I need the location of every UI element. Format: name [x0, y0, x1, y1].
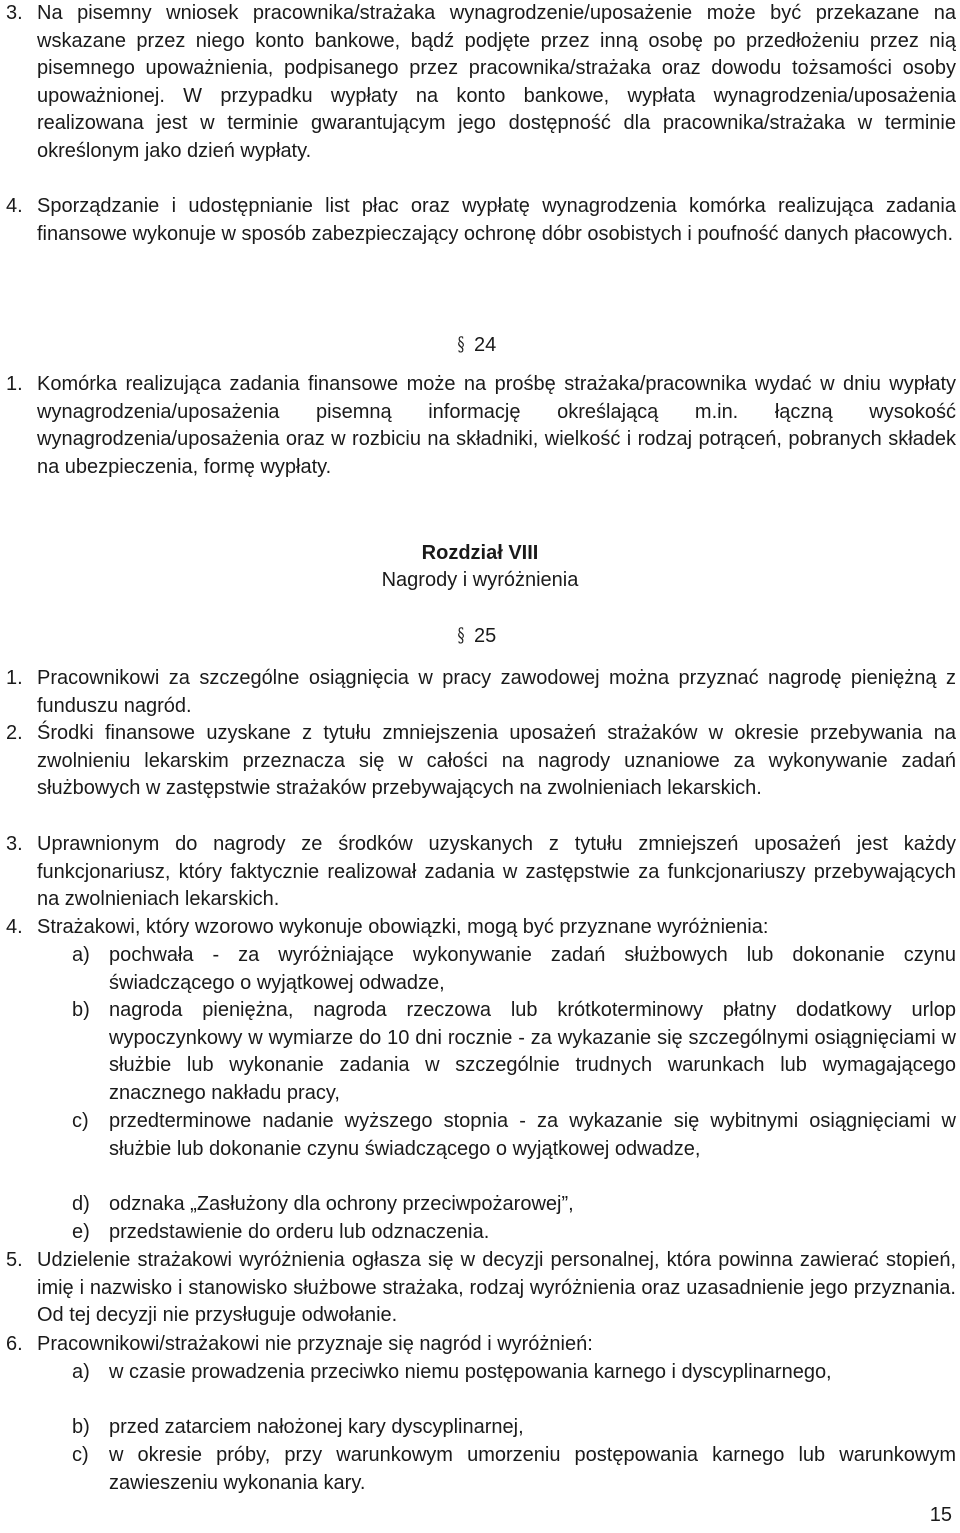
sub-list-item: [72, 942, 956, 997]
sub-item-text: w czasie prowadzenia przeciwko niemu postępowania karnego i dyscyplinarnego,: [109, 1361, 832, 1383]
item-text: Uprawnionym do nagrody ze środków uzyskanych z tytułu zmniejszeń uposażeń jest każdy funkcjonariusz, który faktycznie realizował zadania w zastępstwie za funkcjonariuszy przebywających na zwolnieniach lekarskich.: [37, 833, 956, 911]
section-mark: [456, 622, 496, 651]
section-mark: [456, 331, 496, 360]
sub-item-letter: b): [72, 999, 90, 1021]
section-number: 25: [474, 625, 497, 647]
sub-list-item: [72, 1359, 956, 1387]
item-text: Na pisemny wniosek pracownika/strażaka wynagrodzenie/uposażenie może być przekazane na wskazane przez niego konto bankowe, bądź podjęte przez inną osobę po przedłożeniu przez nią pisemnego upoważnienia, podpisanego przez pracownika/strażaka oraz dowodu tożsamości osoby upoważnionej. W przypadku wypłaty na konto bankowe, wypłata wynagrodzenia/uposażenia realizowana jest w terminie gwarantującym jego dostępność dla pracownika/strażaka w terminie określonym jako dzień wypłaty.: [37, 2, 956, 162]
sub-item-text: przedterminowe nadanie wyższego stopnia - za wykazanie się wybitnymi osiągnięciami w służbie lub dokonanie czynu świadczącego o wyjątkowej odwadze,: [109, 1110, 956, 1160]
sub-item-letter: c): [72, 1444, 89, 1466]
list-item: [6, 665, 956, 720]
item-number: 4.: [6, 916, 23, 938]
list-item: [6, 371, 956, 481]
item-text: Udzielenie strażakowi wyróżnienia ogłasza się w decyzji personalnej, która powinna zawierać stopień, imię i nazwisko i stanowisko służbowe strażaka, rodzaj wyróżnienia oraz uzasadnienie jego przyznania. Od tej decyzji nie przysługuje odwołanie.: [37, 1249, 956, 1327]
list-item: [6, 831, 956, 914]
item-text: Środki finansowe uzyskane z tytułu zmniejszenia uposażeń strażaków w okresie przebywania na zwolnieniu lekarskim przeznacza się w całości na nagrody uznaniowe za wykonywanie zadań służbowych w zastępstwie strażaków przebywających na zwolnieniach lekarskich.: [37, 722, 956, 800]
item-number: 2.: [6, 722, 23, 744]
item-text: Pracownikowi za szczególne osiągnięcia w pracy zawodowej można przyznać nagrodę pieniężną z funduszu nagród.: [37, 667, 956, 717]
list-item: [6, 914, 956, 942]
item-number: 1.: [6, 373, 23, 395]
sub-item-text: przed zatarciem nałożonej kary dyscyplinarnej,: [109, 1416, 524, 1438]
item-text: Pracownikowi/strażakowi nie przyznaje się nagród i wyróżnień:: [37, 1333, 593, 1355]
sub-list-item: [72, 1108, 956, 1163]
item-number: 6.: [6, 1333, 23, 1355]
sub-list-item: [72, 997, 956, 1107]
item-number: 5.: [6, 1249, 23, 1271]
sub-list-item: [72, 1219, 956, 1247]
section-sign: §: [457, 332, 465, 356]
list-item: [6, 720, 956, 803]
item-number: 1.: [6, 667, 23, 689]
sub-item-letter: a): [72, 1361, 90, 1383]
list-item: [6, 0, 956, 166]
sub-item-letter: b): [72, 1416, 90, 1438]
chapter-title: Rozdział VIII: [421, 542, 539, 564]
sub-item-letter: d): [72, 1193, 90, 1215]
sub-list-item: [72, 1442, 956, 1497]
sub-list-item: [72, 1414, 956, 1442]
sub-item-letter: a): [72, 944, 90, 966]
page-number: 15: [929, 1504, 952, 1526]
item-number: 3.: [6, 2, 23, 24]
sub-item-text: odznaka „Zasłużony dla ochrony przeciwpożarowej”,: [109, 1193, 574, 1215]
sub-list-item: [72, 1191, 956, 1219]
section-sign: §: [457, 623, 465, 647]
item-number: 3.: [6, 833, 23, 855]
sub-item-text: przedstawienie do orderu lub odznaczenia.: [109, 1221, 490, 1243]
sub-item-text: w okresie próby, przy warunkowym umorzeniu postępowania karnego lub warunkowym zawieszeniu wykonania kary.: [109, 1444, 956, 1494]
list-item: [6, 193, 956, 248]
item-text: Komórka realizująca zadania finansowe może na prośbę strażaka/pracownika wydać w dniu wypłaty wynagrodzenia/uposażenia pisemną informację określającą m.in. łączną wysokość wynagrodzenia/uposażenia oraz w rozbiciu na składniki, wielkość i rodzaj potrąceń, pobranych składek na ubezpieczenia, formę wypłaty.: [37, 373, 956, 478]
list-item: [6, 1247, 956, 1330]
sub-item-letter: e): [72, 1221, 90, 1243]
sub-item-text: pochwała - za wyróżniające wykonywanie zadań służbowych lub dokonanie czynu świadczącego o wyjątkowej odwadze,: [109, 944, 956, 994]
sub-item-text: nagroda pieniężna, nagroda rzeczowa lub krótkoterminowy płatny dodatkowy urlop wypoczynkowy w wymiarze do 10 dni rocznie - za wykazanie się szczególnymi osiągnięciami w służbie lub wykonanie zadania w szczególnie trudnych warunkach lub wymagającego znacznego nakładu pracy,: [109, 999, 956, 1104]
item-number: 4.: [6, 195, 23, 217]
section-number: 24: [474, 334, 497, 356]
list-item: [6, 1331, 956, 1359]
item-text: Sporządzanie i udostępnianie list płac oraz wypłatę wynagrodzenia komórka realizująca zadania finansowe wykonuje w sposób zabezpieczający ochronę dóbr osobistych i poufność danych płacowych.: [37, 195, 956, 245]
sub-item-letter: c): [72, 1110, 89, 1132]
chapter-subtitle: Nagrody i wyróżnienia: [381, 569, 579, 591]
item-text: Strażakowi, który wzorowo wykonuje obowiązki, mogą być przyznane wyróżnienia:: [37, 916, 769, 938]
